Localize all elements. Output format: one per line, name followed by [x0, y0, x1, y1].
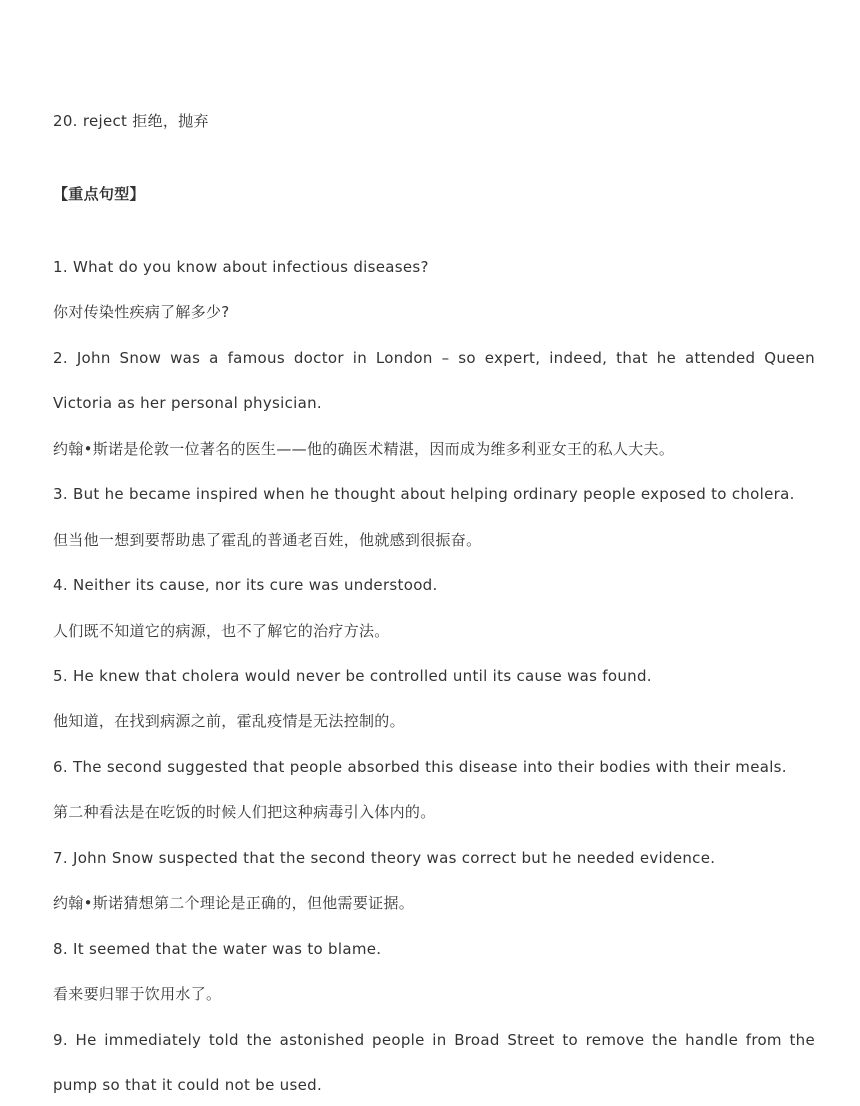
sentence-2-zh: 约翰•斯诺是伦敦一位著名的医生——他的确医术精湛，因而成为维多利亚女王的私人大夫。	[53, 440, 675, 458]
section-heading: 【重点句型】	[53, 185, 145, 203]
sentence-1-zh: 你对传染性疾病了解多少?	[53, 303, 230, 321]
sentence-7-zh: 约翰•斯诺猜想第二个理论是正确的，但他需要证据。	[53, 894, 415, 912]
sentence-3-zh: 但当他一想到要帮助患了霍乱的普通老百姓，他就感到很振奋。	[53, 531, 482, 549]
sentence-4-en: 4. Neither its cause, nor its cure was understood.	[53, 576, 438, 594]
sentence-2-en-line2: Victoria as her personal physician.	[53, 394, 322, 412]
sentence-5-en: 5. He knew that cholera would never be controlled until its cause was found.	[53, 667, 652, 685]
sentence-7-en: 7. John Snow suspected that the second theory was correct but he needed evidence.	[53, 849, 716, 867]
sentence-8-zh: 看来要归罪于饮用水了。	[53, 985, 222, 1003]
sentence-2-en-line1: 2. John Snow was a famous doctor in London – so expert, indeed, that he attended Queen	[53, 349, 815, 367]
sentence-6-zh: 第二种看法是在吃饭的时候人们把这种病毒引入体内的。	[53, 803, 436, 821]
sentence-9-en-line2: pump so that it could not be used.	[53, 1076, 323, 1094]
sentence-4-zh: 人们既不知道它的病源，也不了解它的治疗方法。	[53, 622, 390, 640]
vocab-item-20: 20. reject 拒绝，抛弃	[53, 112, 209, 130]
sentence-1-en: 1. What do you know about infectious diseases?	[53, 258, 429, 276]
sentence-5-zh: 他知道，在找到病源之前，霍乱疫情是无法控制的。	[53, 712, 405, 730]
sentence-8-en: 8. It seemed that the water was to blame.	[53, 940, 382, 958]
sentence-6-en: 6. The second suggested that people absorbed this disease into their bodies with their meals.	[53, 758, 787, 776]
sentence-3-en: 3. But he became inspired when he thought about helping ordinary people exposed to cholera.	[53, 485, 795, 503]
sentence-9-en-line1: 9. He immediately told the astonished people in Broad Street to remove the handle from the	[53, 1031, 815, 1049]
